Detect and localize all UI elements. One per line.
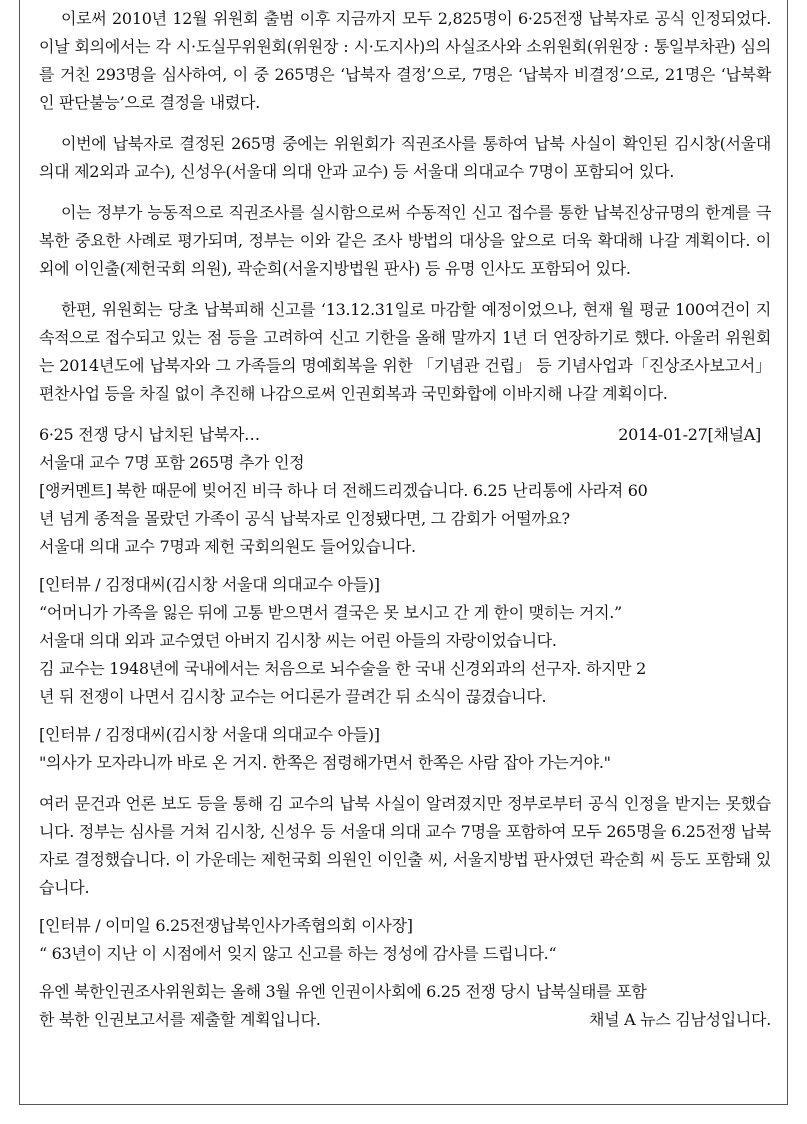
interview-1-line: 김 교수는 1948년에 국내에서는 처음으로 뇌수술을 한 국내 신경외과의 선구자. 하지만 2 [39,659,646,678]
closing-line-left: 한 북한 인권보고서를 제출할 계획입니다. [39,1010,321,1029]
interview-3-tag: [인터뷰 / 이미일 6.25전쟁납북인사가족협의회 이사장] [39,916,413,935]
interview-1-tag: [인터뷰 / 김정대씨(김시창 서울대 의대교수 아들)] [39,575,380,594]
closing-line: 유엔 북한인권조사위원회는 올해 3월 유엔 인권이사회에 6.25 전쟁 당시 납북실태를 포함 [39,982,647,1001]
news-subheadline: 서울대 교수 7명 포함 265명 추가 인정 [39,453,305,472]
interview-1-line: 년 뒤 전쟁이 나면서 김시창 교수는 어디론가 끌려간 뒤 소식이 끊겼습니다. [39,687,547,706]
news-body-paragraph: 여러 문건과 언론 보도 등을 통해 김 교수의 납북 사실이 알려졌지만 정부로부터 공식 인정을 받지는 못했습니다. 정부는 심사를 거쳐 김시창, 신성우 등 서울대 의대 교수 7명을 포함하여 모두 265명을 6.25전쟁 납북자로 결정했습니다. 이 가운데는 제헌국회 의원인 이인출 씨, 서울지방법 판사였던 곽순희 씨 등도 포함돼 있습니다. [39,794,771,897]
news-header-row [39,421,771,449]
closing-row [39,1006,771,1034]
closing-signoff: 채널 A 뉴스 김남성입니다. [589,1010,771,1029]
interview-1-quote: “어머니가 가족을 잃은 뒤에 고통 받으면서 결국은 못 보시고 간 게 한이 맺히는 거지.” [39,603,622,622]
interview-2-quote: "의사가 모자라니까 바로 온 거지. 한쪽은 점령해가면서 한쪽은 사람 잡아 가는거야." [39,753,611,772]
anchor-line: 년 넘게 종적을 몰랐던 가족이 공식 납북자로 인정됐다면, 그 감회가 어떨까요? [39,509,570,528]
interview-1-line: 서울대 의대 외과 교수였던 아버지 김시창 씨는 어린 아들의 자랑이었습니다. [39,631,557,650]
interview-2-tag: [인터뷰 / 김정대씨(김시창 서울대 의대교수 아들)] [39,725,380,744]
interview-3-quote: “ 63년이 지난 이 시점에서 잊지 않고 신고를 하는 정성에 감사를 드립니다.“ [39,944,557,963]
article-paragraph-2: 이번에 납북자로 결정된 265명 중에는 위원회가 직권조사를 통하여 납북 사실이 확인된 김시창(서울대 의대 제2외과 교수), 신성우(서울대 의대 안과 교수) 등 서울대 의대교수 7명이 포함되어 있다. [39,134,771,181]
document-content [39,5,771,1034]
news-headline: 6·25 전쟁 당시 납치된 납북자… [39,425,260,444]
article-paragraph-4: 한편, 위원회는 당초 납북피해 신고를 ‘13.12.31일로 마감할 예정이었으나, 현재 월 평균 100여건이 지속적으로 접수되고 있는 점 등을 고려하여 신고 기한을 올해 말까지 1년 더 연장하기로 했다. 아울러 위원회는 2014년도에 납북자와 그 가족들의 명예회복을 위한 「기념관 건립」 등 기념사업과「진상조사보고서」 편찬사업 등을 차질 없이 추진해 나감으로써 인권회복과 국민화합에 이바지해 나갈 계획이다. [39,300,771,403]
article-paragraph-1: 이로써 2010년 12월 위원회 출범 이후 지금까지 모두 2,825명이 6·25전쟁 납북자로 공식 인정되었다. 이날 회의에서는 각 시·도실무위원회(위원장 : 시·도지사)의 사실조사와 소위원회(위원장 : 통일부차관) 심의를 거친 293명을 심사하여, 이 중 265명은 ‘납북자 결정’으로, 7명은 ‘납북자 비결정’으로, 21명은 ‘납북확인 판단불능’으로 결정을 내렸다. [39,9,771,112]
anchor-line: 서울대 의대 교수 7명과 제헌 국회의원도 들어있습니다. [39,537,416,556]
article-paragraph-3: 이는 정부가 능동적으로 직권조사를 실시함으로써 수동적인 신고 접수를 통한 납북진상규명의 한계를 극복한 중요한 사례로 평가되며, 정부는 이와 같은 조사 방법의 대상을 앞으로 더욱 확대해 나갈 계획이다. 이외에 이인출(제헌국회 의원), 곽순희(서울지방법원 판사) 등 유명 인사도 포함되어 있다. [39,203,771,278]
anchor-line: [앵커멘트] 북한 때문에 빚어진 비극 하나 더 전해드리겠습니다. 6.25 난리통에 사라져 60 [39,481,648,500]
news-date-source: 2014-01-27[채널A] [618,425,761,444]
